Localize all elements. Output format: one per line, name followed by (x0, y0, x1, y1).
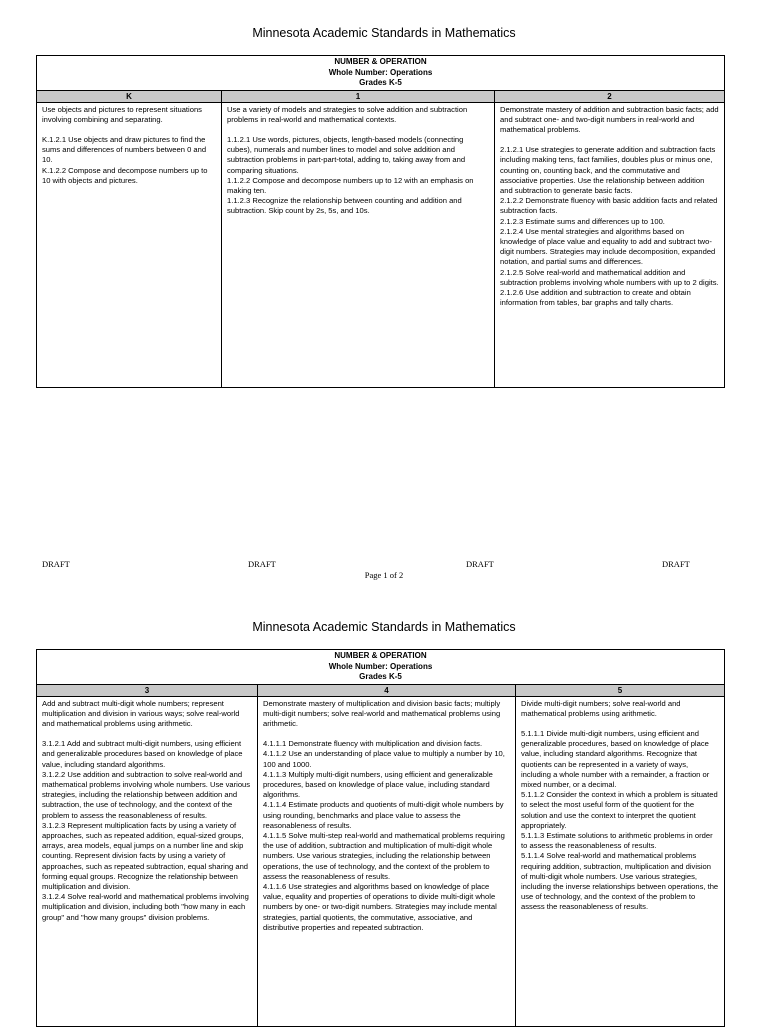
grade-1-header: 1 (222, 90, 495, 102)
grade-2-cell (495, 102, 725, 387)
standard-item: 3.1.2.2 Use addition and subtraction to solve real-world and mathematical problems involving whole numbers. Use various strategies, including the relationship between addition and subtraction, the use of technology, and the context of the problem to assess the reasonableness of results. (42, 769, 251, 820)
draft-label: DRAFT (662, 559, 690, 569)
standard-item: 5.1.1.4 Solve real-world and mathematical problems requiring addition, subtraction, multiplication and division of multi-digit whole numbers. Use various strategies, including the inverse relationships between operations, the use of technology, and the context of the problem to assess the reasonableness of results. (521, 851, 719, 912)
table-header (37, 56, 725, 91)
standard-item: 4.1.1.1 Demonstrate fluency with multiplication and division facts. (263, 739, 483, 749)
page-number: Page 1 of 2 (364, 570, 404, 580)
standard-item: 4.1.1.5 Solve multi-step real-world and mathematical problems requiring the use of addition, subtraction and multiplication of multi-digit whole numbers. Use various strategies, including the relationship between operations, the use of technology, and the context of the problem to assess the reasonableness of results. (263, 830, 505, 881)
grades-label: Grades K-5 (359, 78, 402, 87)
grade-4-cell (258, 696, 516, 1026)
standard-item: 2.1.2.3 Estimate sums and differences up to 100. (500, 216, 665, 226)
standard-item: 2.1.2.6 Use addition and subtraction to create and obtain information from tables, bar graphs and tally charts. (500, 287, 691, 308)
standard-item: K.1.2.2 Compose and decompose numbers up to 10 with objects and pictures. (42, 165, 208, 185)
standard-item: 1.1.2.3 Recognize the relationship between counting and addition and subtraction. Skip count by 2s, 5s, and 10s. (227, 196, 462, 216)
draft-label: DRAFT (42, 559, 70, 569)
standard-item: 4.1.1.4 Estimate products and quotients of multi-digit whole numbers by using rounding, benchmarks and place value to assess the reasonableness of results. (263, 800, 504, 830)
benchmark-intro: Use a variety of models and strategies to solve addition and subtraction problems in real-world and mathematical contexts. (227, 104, 468, 124)
page-title: Minnesota Academic Standards in Mathematics (252, 26, 516, 40)
benchmark-intro: Add and subtract multi-digit whole numbers; represent multiplication and division in various ways; solve real-world and mathematical problems using arithmetic. (42, 698, 240, 728)
spacer (227, 125, 489, 135)
grade-5-cell (516, 696, 725, 1026)
grades-label: Grades K-5 (359, 672, 402, 681)
draft-label: DRAFT (466, 559, 494, 569)
substrand-label: Whole Number: Operations (328, 67, 433, 77)
grade-k-header: K (37, 90, 222, 102)
strand-label: NUMBER & OPERATION (334, 651, 427, 660)
spacer (500, 135, 719, 145)
benchmark-intro: Use objects and pictures to represent situations involving combining and separating. (42, 104, 202, 124)
grade-1-cell (222, 102, 495, 387)
standard-item: K.1.2.1 Use objects and draw pictures to find the sums and differences of numbers between 0 and 10. (42, 134, 207, 165)
grade-2-header: 2 (495, 90, 725, 102)
standard-item: 3.1.2.4 Solve real-world and mathematical problems involving multiplication and division, including both "how many in each group" and "how many groups" division problems. (42, 892, 249, 922)
standards-table-3-5 (36, 649, 725, 1027)
standard-item: 4.1.1.3 Multiply multi-digit numbers, using efficient and generalizable procedures, based on knowledge of place value, including standard algorithms. (263, 769, 493, 800)
spacer (42, 729, 252, 739)
benchmark-intro: Demonstrate mastery of addition and subtraction basic facts; add and subtract one- and two-digit numbers in real-world and mathematical problems. (500, 104, 719, 134)
table-header (37, 650, 725, 685)
benchmark-intro: Divide multi-digit numbers; solve real-world and mathematical problems using arithmetic. (521, 698, 681, 718)
grade-k-cell (37, 102, 222, 387)
spacer (42, 125, 216, 135)
standard-item: 4.1.1.2 Use an understanding of place value to multiply a number by 10, 100 and 1000. (263, 749, 505, 769)
standard-item: 3.1.2.3 Represent multiplication facts by using a variety of approaches, such as repeated addition, equal-sized groups, arrays, area models, equal jumps on a number line and skip counting. Represent division facts by using a variety of approaches, such as repeated subtraction, equal sharing and forming equal groups. Recognize the relationship between multiplication and division. (42, 820, 249, 891)
page-footer (0, 559, 768, 583)
standards-table-k-2 (36, 55, 725, 388)
page-title: Minnesota Academic Standards in Mathematics (252, 620, 516, 634)
spacer (263, 729, 510, 739)
standard-item: 5.1.1.3 Estimate solutions to arithmetic problems in order to assess the reasonableness of results. (521, 830, 713, 851)
standard-item: 4.1.1.6 Use strategies and algorithms based on knowledge of place value, equality and properties of operations to divide multi-digit whole numbers by one- or two-digit numbers. Strategies may include mental strategies, partial quotients, the commutative, associative, and distributive properties and repeated subtraction. (263, 881, 497, 932)
standard-item: 1.1.2.2 Compose and decompose numbers up to 12 with an emphasis on making ten. (227, 175, 474, 195)
standard-item: 3.1.2.1 Add and subtract multi-digit numbers, using efficient and generalizable procedures based on knowledge of place value, including standard algorithms. (42, 739, 243, 769)
standard-item: 2.1.2.1 Use strategies to generate addition and subtraction facts including making tens, fact families, doubles plus or minus one, counting on, counting back, and the commutative and associative properties. Use the relationship between addition and subtraction to generate basic facts. (500, 145, 716, 195)
substrand-label: Whole Number: Operations (328, 661, 433, 671)
standard-item: 2.1.2.4 Use mental strategies and algorithms based on knowledge of place value and equality to add and subtract two-digit numbers. Strategies may include decomposition, expanded notation, and partial sums and differences. (500, 226, 716, 267)
standard-item: 2.1.2.2 Demonstrate fluency with basic addition facts and related subtraction facts. (500, 196, 718, 216)
spacer (521, 719, 719, 729)
standard-item: 1.1.2.1 Use words, pictures, objects, length-based models (connecting cubes), numerals and number lines to model and solve addition and subtraction problems in part-part-total, adding to, taking away from and comparing situations. (227, 134, 466, 175)
strand-label: NUMBER & OPERATION (334, 57, 427, 66)
grade-3-cell (37, 696, 258, 1026)
grade-4-header: 4 (258, 684, 516, 696)
benchmark-intro: Demonstrate mastery of multiplication and division basic facts; multiply multi-digit numbers; solve real-world and mathematical problems using arithmetic. (263, 698, 501, 728)
grade-3-header: 3 (37, 684, 258, 696)
standard-item: 5.1.1.2 Consider the context in which a problem is situated to select the most useful form of the quotient for the solution and use the context to interpret the quotient appropriately. (521, 790, 718, 830)
draft-label: DRAFT (248, 559, 276, 569)
standard-item: 2.1.2.5 Solve real-world and mathematical addition and subtraction problems involving whole numbers with up to 2 digits. (500, 267, 719, 287)
standard-item: 5.1.1.1 Divide multi-digit numbers, using efficient and generalizable procedures, based on knowledge of place value, including standard algorithms. Recognize that quotients can be represented in a variety of ways, including a whole number with a remainder, a fraction or mixed number, or a decimal. (521, 728, 710, 789)
grade-5-header: 5 (516, 684, 725, 696)
